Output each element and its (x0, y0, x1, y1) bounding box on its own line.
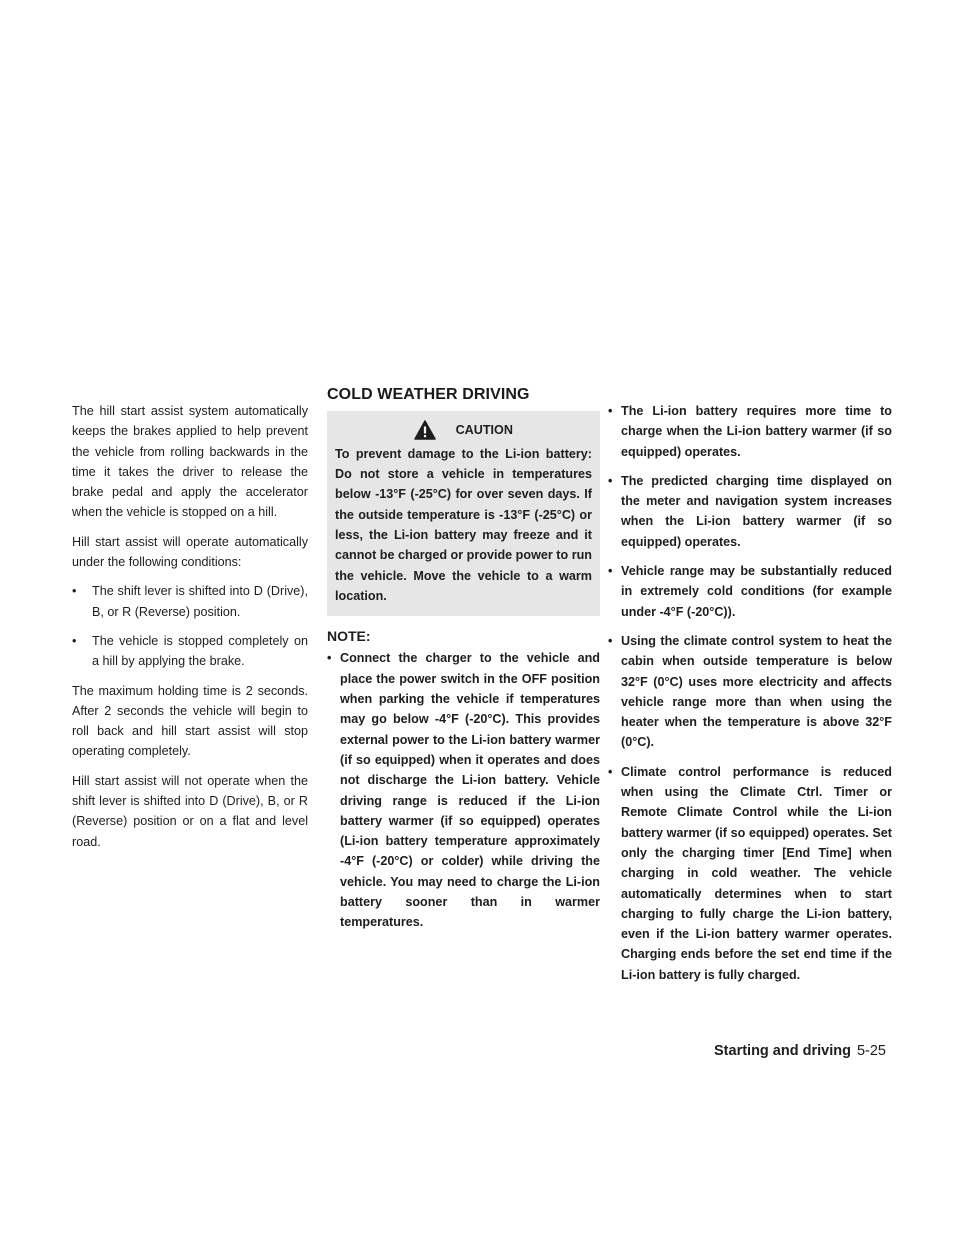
caution-header (335, 419, 592, 440)
not-operate-paragraph: Hill start assist will not operate when the shift lever is shifted into D (Drive), B, or R (Reverse) position or on a flat and level road. (72, 773, 308, 849)
condition-bullet-stopped: • The vehicle is stopped completely on a hill by applying the brake. (72, 631, 308, 672)
hill-start-conditions-paragraph: Hill start assist will operate automatically under the following conditions: (72, 534, 308, 570)
left-column (72, 401, 308, 861)
note-bullet-climate-performance: • Climate control performance is reduced when using the Climate Ctrl. Timer or Remote Climate Control while the Li-ion battery warmer (if so equipped) operates. Set only the charging timer [End Time] when charging in cold weather. The vehicle automatically determines when to start charging to fully charge the Li-ion battery, even if the Li-ion battery warmer operates. Charging ends before the set end time if the Li-ion battery is fully charged. (608, 762, 892, 985)
caution-box (327, 411, 600, 616)
note-bullet-charge-time: • The Li-ion battery requires more time to charge when the Li-ion battery warmer (if so equipped) operates. (608, 401, 892, 462)
caution-label: CAUTION (455, 422, 513, 437)
note-bullet-vehicle-range: • Vehicle range may be substantially reduced in extremely cold conditions (for example under -4°F (-20°C)). (608, 561, 892, 622)
page-footer (714, 1042, 894, 1060)
right-column (608, 401, 892, 994)
hill-start-intro-paragraph: The hill start assist system automatically keeps the brakes applied to help prevent the vehicle from rolling backwards in the time it takes the driver to release the brake pedal and apply the accelerator when the vehicle is stopped on a hill. (72, 404, 308, 520)
middle-column (327, 385, 600, 942)
note-bullet-predicted-time: • The predicted charging time displayed on the meter and navigation system increases when the Li-ion battery warmer (if so equipped) operates. (608, 471, 892, 552)
condition-bullet-shift-lever: • The shift lever is shifted into D (Drive), B, or R (Reverse) position. (72, 581, 308, 622)
holding-time-paragraph: The maximum holding time is 2 seconds. After 2 seconds the vehicle will begin to roll back and hill start assist will stop operating completely. (72, 683, 308, 759)
caution-text: To prevent damage to the Li-ion battery: Do not store a vehicle in temperatures below -13°F (-25°C) for over seven days. If the outside temperature is -13°F (-25°C) or less, the Li-ion battery may freeze and it cannot be charged or provide power to run the vehicle. Move the vehicle to a warm location. (335, 446, 592, 603)
note-label: NOTE: (327, 628, 371, 645)
footer-section-name: Starting and driving (714, 1043, 851, 1059)
note-bullet-climate-heat: • Using the climate control system to heat the cabin when outside temperature is below 32°F (0°C) uses more electricity and affects vehicle range more than when using the heater when the temperature is above 32°F (0°C). (608, 631, 892, 753)
note-bullet-connect-charger: • Connect the charger to the vehicle and place the power switch in the OFF position when parking the vehicle if temperatures may go below -4°F (-20°C). This provides external power to the Li-ion battery warmer (if so equipped) when it operates and does not discharge the Li-ion battery. Vehicle driving range is reduced if the Li-ion battery warmer (if so equipped) operates (Li-ion battery temperature approximately -4°F (-20°C) or colder) while driving the vehicle. You may need to charge the Li-ion battery sooner than in warmer temperatures. (327, 648, 600, 932)
page-number: 5-25 (856, 1043, 886, 1059)
section-title: COLD WEATHER DRIVING (327, 386, 530, 403)
warning-triangle-icon (414, 420, 436, 440)
